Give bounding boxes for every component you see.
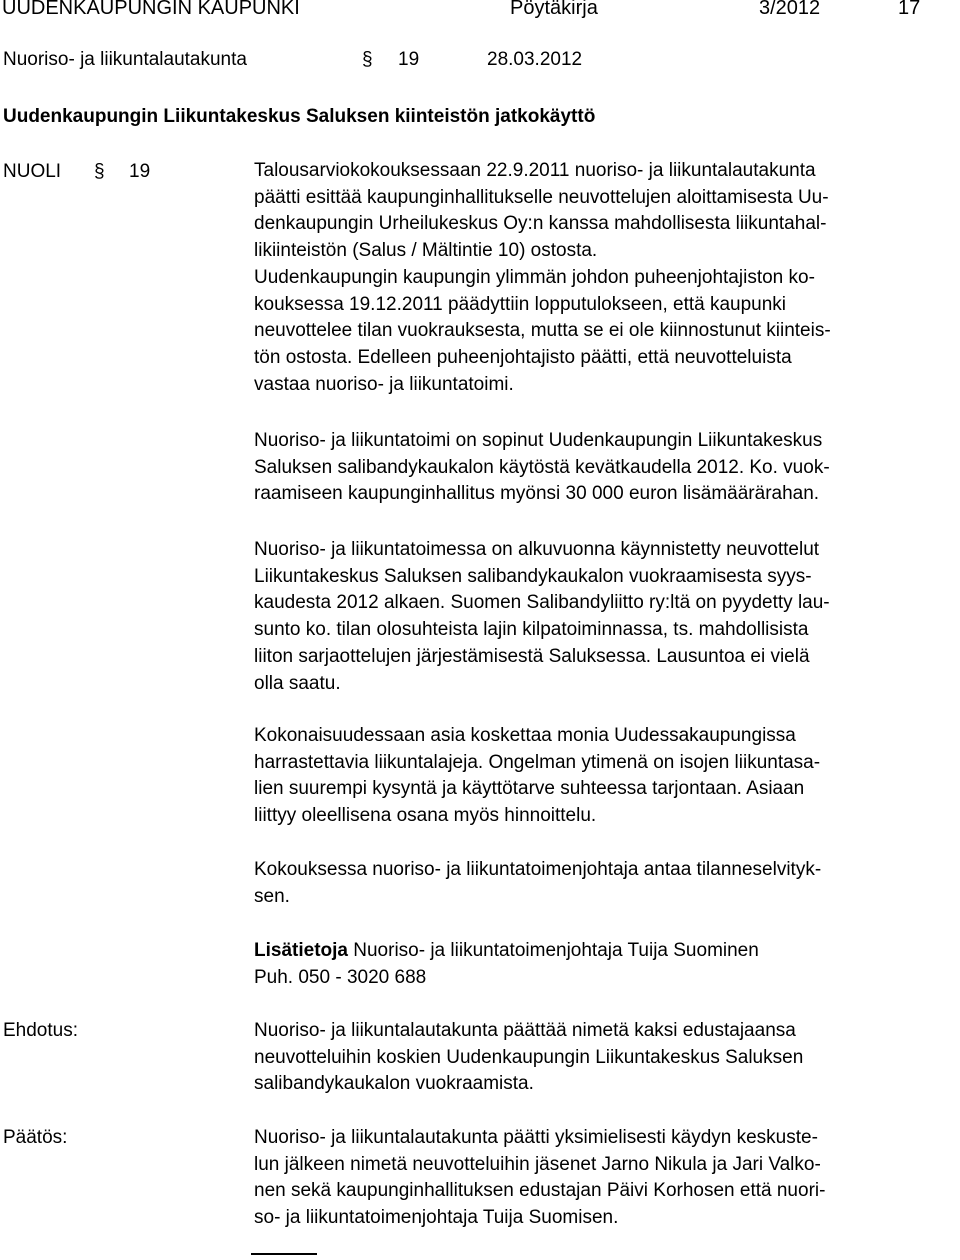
proposal-label: Ehdotus: xyxy=(3,1020,78,1041)
text-line: Uudenkaupungin kaupungin ylimmän johdon puheenjohtajiston ko- xyxy=(254,266,815,288)
committee-name: Nuoriso- ja liikuntalautakunta xyxy=(3,49,247,70)
text-line: denkaupungin Urheilukeskus Oy:n kanssa mahdollisesta liikuntahal- xyxy=(254,213,827,235)
text-line: Nuoriso- ja liikuntalautakunta päätti yksimielisesti käydyn keskuste- xyxy=(254,1127,818,1148)
text-line: liiton sarjaottelujen järjestämisestä Saluksessa. Lausuntoa ei vielä xyxy=(254,645,810,667)
page-number: 17 xyxy=(898,0,921,19)
text-line: nen sekä kaupunginhallituksen edustajan Päivi Korhosen että nuori- xyxy=(254,1180,826,1202)
page-title: Uudenkaupungin Liikuntakeskus Saluksen kiinteistön jatkokäyttö xyxy=(3,106,596,127)
decision-text xyxy=(254,1125,954,1232)
document-type: Pöytäkirja xyxy=(510,0,598,19)
text-line: so- ja liikuntatoimenjohtaja Tuija Suomisen. xyxy=(254,1207,619,1229)
text-line: vastaa nuoriso- ja liikuntatoimi. xyxy=(254,373,514,395)
text-line: neuvottelee tilan vuokrauksesta, mutta se ei ole kiinnostunut kiinteis- xyxy=(254,320,831,342)
text-line: tön ostosta. Edelleen puheenjohtajisto päätti, että neuvotteluista xyxy=(254,346,792,368)
text-line: likiinteistön (Salus / Mältintie 10) ostosta. xyxy=(254,240,598,262)
text-line: Talousarviokokouksessaan 22.9.2011 nuoriso- ja liikuntalautakunta xyxy=(254,160,816,181)
text-line: olla saatu. xyxy=(254,672,341,694)
contact-phone: Puh. 050 - 3020 688 xyxy=(254,966,427,988)
text-line: Kokouksessa nuoriso- ja liikuntatoimenjohtaja antaa tilanneselvityk- xyxy=(254,859,822,880)
text-line: neuvotteluihin koskien Uudenkaupungin Liikuntakeskus Saluksen xyxy=(254,1046,804,1068)
text-line: raamiseen kaupunginhallitus myönsi 30 000 euron lisämäärärahan. xyxy=(254,483,820,505)
document-number: 3/2012 xyxy=(759,0,821,19)
text-line: kaudesta 2012 alkaen. Suomen Salibandyliitto ry:ltä on pyydetty lau- xyxy=(254,592,830,614)
decision-label: Päätös: xyxy=(3,1127,68,1148)
paragraph-rental-agreement xyxy=(254,428,954,508)
text-line: liittyy oleellisena osana myös hinnoittelu. xyxy=(254,805,597,827)
text-line: salibandykaukalon vuokraamista. xyxy=(254,1073,534,1095)
text-line: Saluksen salibandykaukalon käytöstä kevätkaudella 2012. Ko. vuok- xyxy=(254,456,830,478)
text-line: lien suurempi kysyntä ja käyttötarve suhteessa tarjontaan. Asiaan xyxy=(254,778,805,800)
text-line: päätti esittää kaupunginhallitukselle neuvottelujen aloittamisesta Uu- xyxy=(254,186,829,208)
contact-line xyxy=(254,938,954,965)
paragraph-negotiations xyxy=(254,537,954,697)
text-line: Nuoriso- ja liikuntatoimi on sopinut Uudenkaupungin Liikuntakeskus xyxy=(254,430,823,451)
text-line: Liikuntakeskus Saluksen salibandykaukalon vuokraamisesta syys- xyxy=(254,565,812,587)
section-sign: § xyxy=(362,49,373,70)
text-line: Nuoriso- ja liikuntatoimessa on alkuvuonna käynnistetty neuvottelut xyxy=(254,539,820,560)
paragraph-background xyxy=(254,158,954,398)
organization-name: UUDENKAUPUNGIN KAUPUNKI xyxy=(2,0,300,19)
text-line: Nuoriso- ja liikuntalautakunta päättää nimetä kaksi edustajaansa xyxy=(254,1020,796,1041)
proposal-text xyxy=(254,1018,954,1098)
contact-name: Nuoriso- ja liikuntatoimenjohtaja Tuija Suominen xyxy=(347,940,759,961)
contact-info xyxy=(254,938,954,991)
reference-section-number: 19 xyxy=(129,161,151,182)
meeting-date: 28.03.2012 xyxy=(487,49,583,70)
paragraph-overview xyxy=(254,723,954,830)
contact-label: Lisätietoja xyxy=(254,940,348,961)
text-line: harrastettavia liikuntalajeja. Ongelman ytimenä on isojen liikuntasa- xyxy=(254,751,821,773)
text-line: Kokonaisuudessaan asia koskettaa monia Uudessakaupungissa xyxy=(254,725,796,746)
text-line: sunto ko. tilan olosuhteista lajin kilpatoiminnassa, ts. mahdollisista xyxy=(254,619,809,641)
reference-section-sign: § xyxy=(94,161,105,182)
text-line: sen. xyxy=(254,885,290,907)
signature-line xyxy=(251,1253,317,1255)
text-line: lun jälkeen nimetä neuvotteluihin jäsenet Jarno Nikula ja Jari Valko- xyxy=(254,1153,821,1175)
paragraph-meeting-note xyxy=(254,857,954,910)
section-number: 19 xyxy=(398,49,420,70)
text-line: kouksessa 19.12.2011 päädyttiin lopputulokseen, että kaupunki xyxy=(254,293,787,315)
reference-code: NUOLI xyxy=(3,161,62,182)
